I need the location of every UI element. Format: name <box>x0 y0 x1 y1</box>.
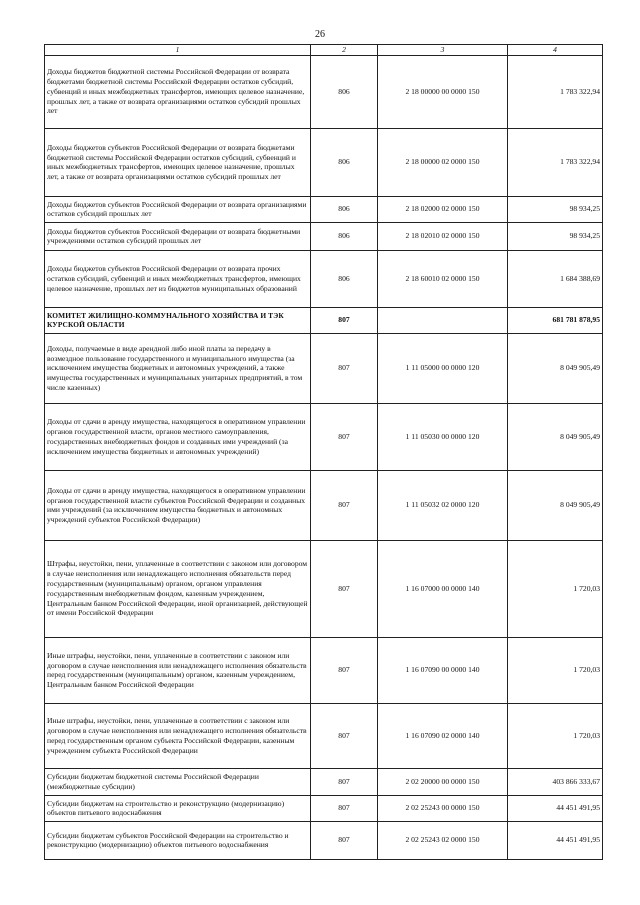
row-amount: 1 720,03 <box>508 637 603 703</box>
table-row <box>45 55 603 128</box>
row-admin-code: 806 <box>311 222 378 250</box>
column-number: 1 <box>45 45 311 56</box>
row-description: Субсидии бюджетам субъектов Российской Федерации на строительство и реконструкцию (модернизацию) объектов питьевого водоснабжения <box>45 821 311 859</box>
row-amount: 98 934,25 <box>508 222 603 250</box>
table-row <box>45 795 603 821</box>
row-amount: 1 720,03 <box>508 703 603 768</box>
row-amount: 44 451 491,95 <box>508 795 603 821</box>
row-admin-code: 807 <box>311 307 378 333</box>
row-amount: 8 049 905,49 <box>508 333 603 403</box>
row-amount: 98 934,25 <box>508 196 603 222</box>
table-row <box>45 250 603 307</box>
row-description: Доходы бюджетов бюджетной системы Российской Федерации от возврата бюджетами бюджетной системы Российской Федерации остатков субсидий, субвенций и иных межбюджетных трансфертов, имеющих целевое назначение, прошлых лет, а также от возврата организациями остатков субсидий прошлых лет <box>45 55 311 128</box>
table-row <box>45 821 603 859</box>
table-row <box>45 703 603 768</box>
column-number: 3 <box>378 45 508 56</box>
column-number-row <box>45 45 603 56</box>
row-classification-code: 1 11 05030 00 0000 120 <box>378 403 508 470</box>
row-description: Иные штрафы, неустойки, пени, уплаченные в соответствии с законом или договором в случае неисполнения или ненадлежащего исполнения обязательств перед государственным (муниципальным) органом, казенным учреждением, Центральным банком Российской Федерации <box>45 637 311 703</box>
row-description: Штрафы, неустойки, пени, уплаченные в соответствии с законом или договором в случае неисполнения или ненадлежащего исполнения обязательств перед государственным (муниципальным) органом, органом управления государственным внебюджетным фондом, казенным учреждением, Центральным банком Российской Федерации, иной организацией, действующей от имени Российской Федерации <box>45 540 311 637</box>
row-classification-code: 1 16 07000 00 0000 140 <box>378 540 508 637</box>
row-admin-code: 806 <box>311 128 378 196</box>
row-classification-code <box>378 307 508 333</box>
row-amount: 8 049 905,49 <box>508 470 603 540</box>
row-description: Субсидии бюджетам на строительство и реконструкцию (модернизацию) объектов питьевого водоснабжения <box>45 795 311 821</box>
row-description: Доходы, получаемые в виде арендной либо иной платы за передачу в возмездное пользование государственного и муниципального имущества (за исключением имущества бюджетных и автономных учреждений, а также имущества государственных и муниципальных унитарных предприятий, в том числе казенных) <box>45 333 311 403</box>
row-description: Доходы бюджетов субъектов Российской Федерации от возврата бюджетами бюджетной системы Российской Федерации остатков субсидий, субвенций и иных межбюджетных трансфертов, имеющих целевое назначение, прошлых лет, а также от возврата организациями остатков субсидий прошлых лет <box>45 128 311 196</box>
row-admin-code: 807 <box>311 768 378 795</box>
table-row <box>45 128 603 196</box>
row-description: Доходы бюджетов субъектов Российской Федерации от возврата организациями остатков субсидий прошлых лет <box>45 196 311 222</box>
row-description: Доходы бюджетов субъектов Российской Федерации от возврата прочих остатков субсидий, субвенций и иных межбюджетных трансфертов, имеющих целевое назначение, прошлых лет из бюджетов муниципальных образований <box>45 250 311 307</box>
row-amount: 1 720,03 <box>508 540 603 637</box>
budget-revenue-table <box>44 44 603 860</box>
row-admin-code: 807 <box>311 703 378 768</box>
row-admin-code: 806 <box>311 196 378 222</box>
row-admin-code: 807 <box>311 637 378 703</box>
row-classification-code: 2 18 00000 00 0000 150 <box>378 55 508 128</box>
row-admin-code: 807 <box>311 470 378 540</box>
row-classification-code: 1 16 07090 02 0000 140 <box>378 703 508 768</box>
row-amount: 44 451 491,95 <box>508 821 603 859</box>
row-admin-code: 807 <box>311 821 378 859</box>
row-classification-code: 2 02 25243 02 0000 150 <box>378 821 508 859</box>
row-classification-code: 1 11 05032 02 0000 120 <box>378 470 508 540</box>
row-description: Доходы от сдачи в аренду имущества, находящегося в оперативном управлении органов государственной власти, органов местного самоуправления, государственных внебюджетных фондов и созданных ими учреждений (за исключением имущества бюджетных и автономных учреждений) <box>45 403 311 470</box>
row-admin-code: 807 <box>311 540 378 637</box>
table-row <box>45 333 603 403</box>
page-number: 26 <box>315 29 325 40</box>
column-number: 4 <box>508 45 603 56</box>
row-admin-code: 807 <box>311 333 378 403</box>
table-row-section-header <box>45 307 603 333</box>
row-admin-code: 806 <box>311 250 378 307</box>
row-description: Иные штрафы, неустойки, пени, уплаченные в соответствии с законом или договором в случае неисполнения или ненадлежащего исполнения обязательств перед государственным органом субъекта Российской Федерации, казенным учреждением субъекта Российской Федерации <box>45 703 311 768</box>
row-classification-code: 1 16 07090 00 0000 140 <box>378 637 508 703</box>
row-description: Доходы от сдачи в аренду имущества, находящегося в оперативном управлении органов государственной власти субъектов Российской Федерации и созданных ими учреждений (за исключением имущества бюджетных и автономных учреждений субъектов Российской Федерации) <box>45 470 311 540</box>
column-number: 2 <box>311 45 378 56</box>
row-amount: 681 781 878,95 <box>508 307 603 333</box>
table-row <box>45 403 603 470</box>
table-row <box>45 222 603 250</box>
row-amount: 1 783 322,94 <box>508 55 603 128</box>
row-classification-code: 2 18 02000 02 0000 150 <box>378 196 508 222</box>
table-row <box>45 540 603 637</box>
table-row <box>45 470 603 540</box>
row-admin-code: 806 <box>311 55 378 128</box>
row-amount: 8 049 905,49 <box>508 403 603 470</box>
row-classification-code: 1 11 05000 00 0000 120 <box>378 333 508 403</box>
row-admin-code: 807 <box>311 795 378 821</box>
row-description: Субсидии бюджетам бюджетной системы Российской Федерации (межбюджетные субсидии) <box>45 768 311 795</box>
row-amount: 1 783 322,94 <box>508 128 603 196</box>
table-row <box>45 196 603 222</box>
row-description: КОМИТЕТ ЖИЛИЩНО-КОММУНАЛЬНОГО ХОЗЯЙСТВА И ТЭК КУРСКОЙ ОБЛАСТИ <box>45 307 311 333</box>
row-classification-code: 2 02 20000 00 0000 150 <box>378 768 508 795</box>
row-classification-code: 2 18 02010 02 0000 150 <box>378 222 508 250</box>
row-classification-code: 2 18 60010 02 0000 150 <box>378 250 508 307</box>
row-amount: 1 684 388,69 <box>508 250 603 307</box>
row-classification-code: 2 18 00000 02 0000 150 <box>378 128 508 196</box>
row-description: Доходы бюджетов субъектов Российской Федерации от возврата бюджетными учреждениями остатков субсидий прошлых лет <box>45 222 311 250</box>
row-amount: 403 866 333,67 <box>508 768 603 795</box>
row-admin-code: 807 <box>311 403 378 470</box>
row-classification-code: 2 02 25243 00 0000 150 <box>378 795 508 821</box>
table-row <box>45 637 603 703</box>
table-row <box>45 768 603 795</box>
